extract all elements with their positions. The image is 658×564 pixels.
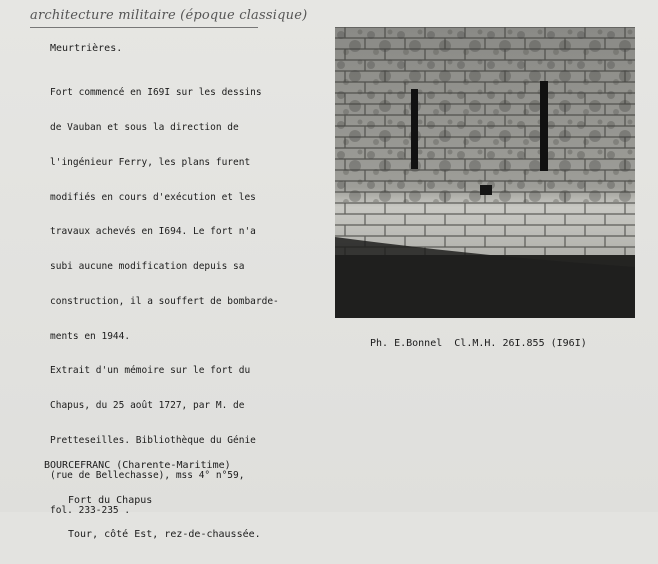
description-line: ments en 1944. bbox=[50, 330, 131, 342]
photo-caption: Ph. E.Bonnel Cl.M.H. 26I.855 (I96I) bbox=[370, 338, 587, 349]
description-line: Fort commencé en I69I sur les dessins bbox=[50, 87, 262, 99]
subject-title: Meurtrières. bbox=[50, 43, 123, 54]
description-line: modifiés en cours d'exécution et les bbox=[50, 191, 256, 203]
handwritten-note: architecture militaire (époque classique) bbox=[30, 8, 308, 23]
description-line: Chapus, du 25 août 1727, par M. de bbox=[50, 400, 245, 412]
stone-wall-image bbox=[335, 27, 635, 318]
location-detail: Tour, côté Est, rez-de-chaussée. bbox=[68, 529, 261, 540]
arrow-slit-left bbox=[411, 89, 418, 169]
description-line: de Vauban et sous la direction de bbox=[50, 121, 239, 133]
description-line: Pretteseilles. Bibliothèque du Génie bbox=[50, 435, 256, 446]
arrow-slit-right bbox=[540, 81, 548, 171]
description-line: travaux achevés en I694. Le fort n'a bbox=[50, 226, 256, 238]
description-line: subi aucune modification depuis sa bbox=[50, 261, 245, 273]
location-commune: BOURCEFRANC (Charente-Maritime) bbox=[44, 460, 231, 471]
wall-photograph bbox=[335, 27, 635, 318]
description-line: construction, il a souffert de bombarde- bbox=[50, 295, 279, 307]
description-line: Extrait d'un mémoire sur le fort du bbox=[50, 365, 251, 377]
location-site: Fort du Chapus bbox=[68, 494, 153, 506]
description-line: (rue de Bellechasse), mss 4° n°59, bbox=[50, 469, 245, 481]
description-line: fol. 233-235 . bbox=[50, 504, 131, 516]
description-line: l'ingénieur Ferry, les plans furent bbox=[50, 156, 251, 168]
location-block bbox=[44, 437, 261, 564]
handwritten-underline bbox=[30, 27, 258, 28]
